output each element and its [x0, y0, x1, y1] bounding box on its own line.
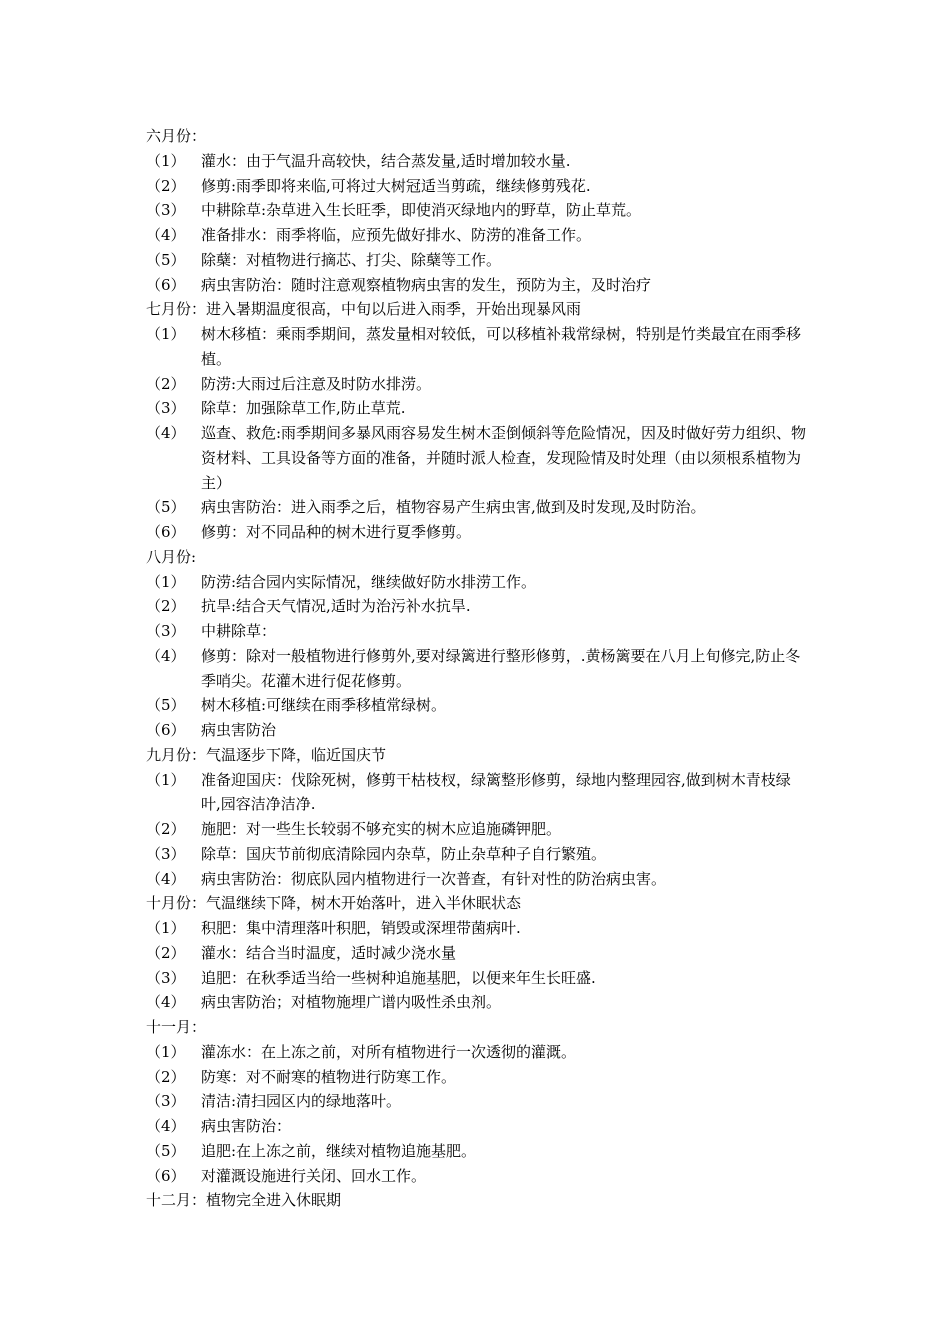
- item-number: （2）: [146, 374, 186, 393]
- item-text: 抗旱:结合天气情况,适时为治污补水抗旱.: [201, 597, 471, 616]
- item-number: （1）: [146, 572, 186, 591]
- item-number: （3）: [146, 201, 186, 220]
- item-text: 积肥：集中清理落叶积肥，销毁或深埋带菌病叶.: [201, 919, 521, 937]
- item-number: （4）: [146, 869, 186, 888]
- item-number: （5）: [146, 250, 186, 269]
- task-item: [146, 817, 810, 842]
- item-number: （1）: [146, 770, 186, 789]
- task-item: [146, 1065, 810, 1090]
- item-text: 病虫害防治：进入雨季之后，植物容易产生病虫害,做到及时发现,及时防治。: [201, 498, 706, 517]
- item-number: （2）: [146, 176, 186, 195]
- task-item: [146, 273, 810, 298]
- task-item: [146, 990, 810, 1015]
- item-number: （3）: [146, 399, 186, 418]
- item-text: 准备迎国庆：伐除死树，修剪干枯枝杈，绿篱整形修剪，绿地内整理园容,做到树木青枝绿叶,园容洁净洁净.: [201, 770, 791, 814]
- item-text: 追肥：在秋季适当给一些树种追施基肥，以便来年生长旺盛.: [201, 968, 596, 987]
- item-number: （6）: [146, 523, 186, 541]
- item-text: 追肥:在上冻之前，继续对植物追施基肥。: [201, 1141, 477, 1160]
- item-text: 病虫害防治：彻底队园内植物进行一次普查，有针对性的防治病虫害。: [201, 869, 667, 888]
- task-item: [146, 396, 810, 421]
- item-text: 防涝:大雨过后注意及时防水排涝。: [201, 374, 432, 393]
- task-item: [146, 149, 810, 174]
- item-number: （5）: [146, 498, 186, 517]
- month-heading: 七月份：进入暑期温度很高，中旬以后进入雨季，开始出现暴风雨: [146, 300, 582, 319]
- task-item: [146, 916, 810, 941]
- task-item: [146, 619, 810, 644]
- month-heading: 六月份：: [146, 127, 207, 145]
- item-text: 中耕除草：: [201, 622, 277, 640]
- item-number: （2）: [146, 820, 186, 838]
- item-text: 病虫害防治：随时注意观察植物病虫害的发生，预防为主，及时治疗: [201, 275, 652, 294]
- task-item: [146, 842, 810, 867]
- item-text: 树木移植:可继续在雨季移植常绿树。: [201, 696, 447, 715]
- task-item: [146, 223, 810, 248]
- item-number: （4）: [146, 993, 186, 1012]
- item-number: （3）: [146, 844, 186, 863]
- item-text: 病虫害防治: [201, 721, 277, 739]
- item-number: （1）: [146, 325, 186, 343]
- item-number: （6）: [146, 275, 186, 294]
- item-text: 灌水：由于气温升高较快，结合蒸发量,适时增加较水量.: [201, 151, 571, 170]
- month-heading: 十月份：气温继续下降，树木开始落叶，进入半休眠状态: [146, 894, 522, 913]
- item-number: （1）: [146, 919, 186, 937]
- item-number: （5）: [146, 1141, 186, 1160]
- item-number: （1）: [146, 1042, 186, 1061]
- item-text: 修剪：对不同品种的树木进行夏季修剪。: [201, 523, 472, 541]
- item-number: （3）: [146, 1092, 186, 1111]
- month-heading: 十二月：植物完全进入休眠期: [146, 1191, 342, 1210]
- item-text: 树木移植：乘雨季期间，蒸发量相对较低，可以移植补栽常绿树，特别是竹类最宜在雨季移植。: [201, 325, 802, 368]
- item-number: （6）: [146, 721, 186, 739]
- item-number: （2）: [146, 597, 186, 616]
- item-text: 防寒：对不耐寒的植物进行防寒工作。: [201, 1067, 457, 1086]
- task-item: [146, 867, 810, 892]
- item-text: 巡查、救危:雨季期间多暴风雨容易发生树木歪倒倾斜等危险情况，因及时做好劳力组织、物资材料、工具设备等方面的准备，并随时派人检查，发现险情及时处理（由以须根系植物为主）: [201, 424, 807, 492]
- task-item: [146, 421, 810, 495]
- item-text: 中耕除草:杂草进入生长旺季，即使消灭绿地内的野草，防止草荒。: [201, 201, 642, 220]
- item-text: 施肥：对一些生长较弱不够充实的树木应追施磷钾肥。: [201, 820, 562, 838]
- task-item: [146, 520, 810, 545]
- item-text: 准备排水：雨季将临，应预先做好排水、防涝的准备工作。: [201, 226, 592, 244]
- item-text: 病虫害防治：: [201, 1117, 292, 1135]
- item-number: （4）: [146, 226, 186, 244]
- item-number: （4）: [146, 646, 186, 665]
- item-text: 除草：加强除草工作,防止草荒.: [201, 399, 406, 418]
- task-item: [146, 1164, 810, 1189]
- task-item: [146, 322, 810, 372]
- task-item: [146, 1139, 810, 1164]
- item-text: 防涝:结合园内实际情况，继续做好防水排涝工作。: [201, 572, 537, 591]
- item-text: 清洁:清扫园区内的绿地落叶。: [201, 1092, 402, 1111]
- task-item: [146, 594, 810, 619]
- task-item: [146, 1114, 810, 1139]
- task-item: [146, 718, 810, 743]
- item-text: 修剪：除对一般植物进行修剪外,要对绿篱进行整形修剪，.黄杨篱要在八月上旬修完,防止冬季哨尖。花灌木进行促花修剪。: [201, 646, 801, 690]
- month-heading: 八月份:: [146, 547, 197, 566]
- task-item: [146, 248, 810, 273]
- document-body: [146, 124, 810, 1213]
- task-item: [146, 198, 810, 223]
- month-heading: 十一月：: [146, 1018, 207, 1036]
- task-item: [146, 495, 810, 520]
- item-number: （2）: [146, 1067, 186, 1086]
- item-number: （5）: [146, 696, 186, 715]
- item-number: （4）: [146, 1117, 186, 1135]
- item-number: （6）: [146, 1166, 186, 1185]
- item-number: （2）: [146, 943, 186, 962]
- task-item: [146, 174, 810, 199]
- item-number: （3）: [146, 622, 186, 640]
- item-text: 病虫害防治；对植物施埋广谱内吸性杀虫剂。: [201, 993, 502, 1012]
- task-item: [146, 644, 810, 694]
- month-heading: 九月份：气温逐步下降，临近国庆节: [146, 745, 387, 764]
- item-text: 修剪:雨季即将来临,可将过大树冠适当剪疏，继续修剪残花.: [201, 176, 591, 195]
- task-item: [146, 372, 810, 397]
- task-item: [146, 1040, 810, 1065]
- task-item: [146, 768, 810, 818]
- task-item: [146, 941, 810, 966]
- task-item: [146, 966, 810, 991]
- task-item: [146, 570, 810, 595]
- task-item: [146, 1089, 810, 1114]
- item-text: 灌冻水：在上冻之前，对所有植物进行一次透彻的灌溉。: [201, 1042, 577, 1061]
- item-text: 除蘖：对植物进行摘芯、打尖、除蘖等工作。: [201, 250, 502, 269]
- item-number: （3）: [146, 968, 186, 987]
- item-number: （1）: [146, 151, 186, 170]
- item-text: 对灌溉设施进行关闭、回水工作。: [201, 1166, 427, 1185]
- item-number: （4）: [146, 424, 186, 442]
- item-text: 除草：国庆节前彻底清除园内杂草，防止杂草种子自行繁殖。: [201, 844, 607, 863]
- task-item: [146, 693, 810, 718]
- item-text: 灌水：结合当时温度，适时减少浇水量: [201, 943, 457, 962]
